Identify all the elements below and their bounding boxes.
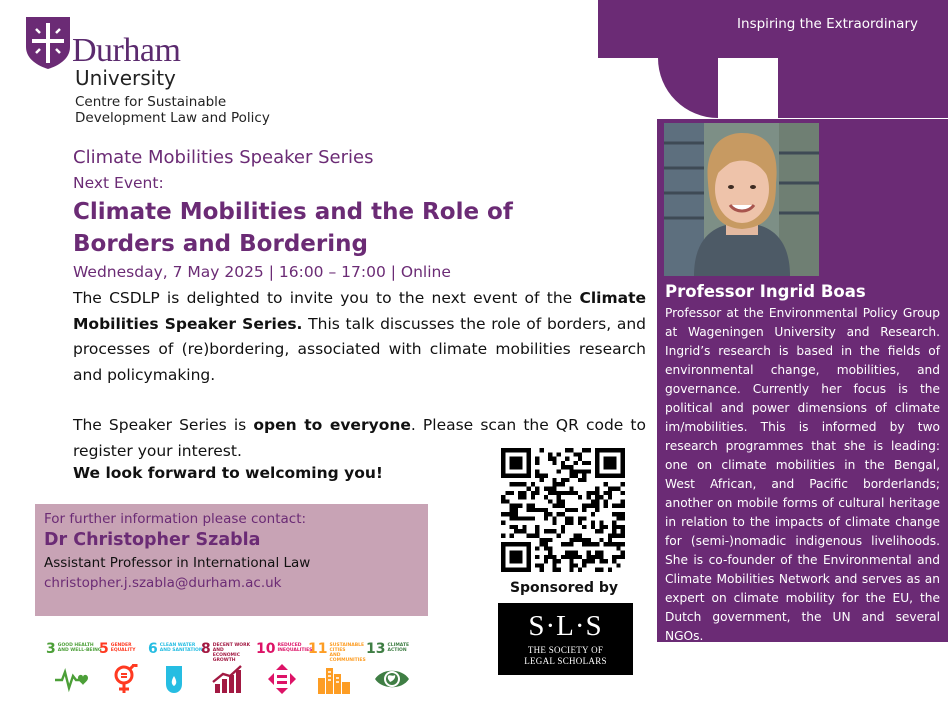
open-text-c: . Please scan the QR code to register your interest. [73,416,646,460]
qr-code[interactable] [501,448,625,572]
sdg-number: 5 [99,641,109,657]
heartbeat-icon [54,664,90,694]
sdg-label: EQUALITY [110,648,136,653]
water-drop-icon [156,664,192,694]
contact-role: Assistant Professor in International Law [44,555,311,571]
centre-line-1: Centre for Sustainable [75,94,227,110]
welcome-line: We look forward to welcoming you! [73,464,383,482]
contact-name: Dr Christopher Szabla [44,530,261,550]
sdg-label: ACTION [387,648,407,653]
open-text-b: open to everyone [253,416,411,434]
growth-chart-icon [209,664,245,694]
durham-crest-icon [26,17,70,69]
city-icon [316,664,352,694]
event-title-line-1: Climate Mobilities and the Role of [73,199,513,225]
sdg-label: SUSTAINABLE CITIES [329,643,365,653]
intro-text-b: Climate Mobilities Speaker Series. [73,289,646,333]
deco-block [778,58,948,118]
sdg-label: INEQUALITIES [277,648,313,653]
sls-logo [498,603,633,675]
sdg-label: AND WELL-BEING [57,648,102,653]
open-text-a: The Speaker Series is [73,416,254,434]
sdg-label: ECONOMIC GROWTH [212,653,240,663]
sdg-label: AND COMMUNITIES [329,653,366,663]
intro-paragraph [73,286,646,388]
intro-text-c: This talk discusses the role of borders, and processes of (re)bordering, associated with climate mobilities research and policymaking. [73,314,646,384]
centre-line-2: Development Law and Policy [75,110,270,126]
sdg-8 [201,642,259,696]
series-name: Climate Mobilities Speaker Series [73,147,374,168]
speaker-photo [664,123,819,276]
next-event-label: Next Event: [73,174,164,192]
sdg-11 [308,642,366,696]
logo-durham: Durham [72,32,181,69]
equality-arrows-icon [264,664,300,694]
sdg-13 [366,642,424,696]
deco-quarter-circle [658,58,718,118]
event-date: Wednesday, 7 May 2025 | 16:00 – 17:00 | Online [73,263,451,281]
logo-university: University [75,66,176,90]
speaker-bio: Professor at the Environmental Policy Group at Wageningen University and Research. Ingrid’s research is based in the fields of environmental change, mobilities, and governance. Currently her focus is the political and power dimensions of climate im/mobilities. This is informed by two research programmes that she is leading: one on climate mobilities in the Bengal, West African, and Pacific borderlands; another on mobile forms of cultural heritage in relation to the impacts of climate change for (semi-)nomadic indigenous livelihoods. She is co-founder of the Environmental and Climate Mobilities Network and serves as an expert on climate mobility for the EU, the Dutch government, the UN and several NGOs. [665,306,940,643]
contact-box [35,504,428,616]
eye-globe-icon [374,664,410,694]
contact-lead: For further information please contact: [44,511,307,527]
gender-icon [107,664,143,694]
sls-logo-letters: S·L·S [528,610,603,642]
sponsored-label: Sponsored by [509,580,619,596]
tagline: Inspiring the Extraordinary [737,16,918,32]
intro-text-a: The CSDLP is delighted to invite you to the next event of the [73,289,580,307]
sdg-number: 10 [256,641,276,657]
event-title-line-2: Borders and Bordering [73,231,368,257]
sls-logo-line-1: THE SOCIETY OF [527,645,604,655]
sdg-number: 11 [308,641,328,657]
speaker-name: Professor Ingrid Boas [665,282,866,301]
sdg-label: CLEAN WATER [159,643,196,648]
sdg-label: CLIMATE [387,643,410,648]
sdg-10 [256,642,314,696]
sdg-number: 13 [366,641,386,657]
sdg-label: REDUCED [277,643,302,648]
sdg-number: 6 [148,641,158,657]
sdg-3 [46,642,104,696]
sdg-6 [148,642,206,696]
sdg-number: 3 [46,641,56,657]
sls-logo-line-2: LEGAL SCHOLARS [524,656,607,666]
sdg-label: GOOD HEALTH [57,643,94,648]
centre-name [75,94,335,126]
sdg-label: DECENT WORK AND [212,643,251,653]
sdg-label: GENDER [110,643,132,648]
sdg-number: 8 [201,641,211,657]
event-title [73,196,553,260]
contact-email-link[interactable]: christopher.j.szabla@durham.ac.uk [44,575,282,591]
sdg-label: AND SANITATION [159,648,203,653]
